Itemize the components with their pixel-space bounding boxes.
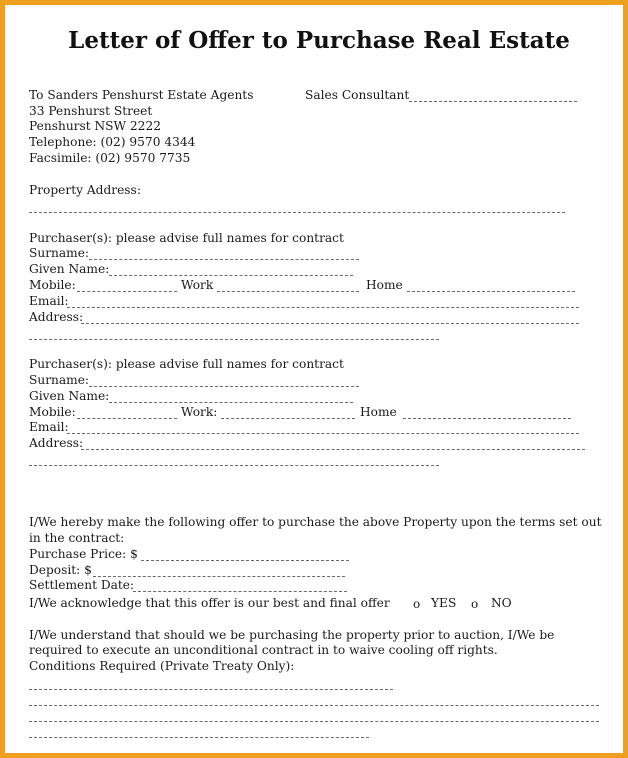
purchaser1-home-label: Home (366, 278, 403, 292)
purchaser2-given-label: Given Name: (29, 389, 110, 403)
agent-suburb: Penshurst NSW 2222 (29, 119, 161, 133)
purchaser2-heading: Purchaser(s): please advise full names for contract (29, 357, 344, 371)
purchaser2-address-label: Address: (29, 436, 84, 450)
deposit-field[interactable] (93, 576, 345, 577)
conditions-label: Conditions Required (Private Treaty Only): (29, 659, 295, 673)
no-option-label: NO (491, 596, 512, 610)
agent-to-line: To Sanders Penshurst Estate Agents (29, 88, 254, 102)
settlement-date-field[interactable] (133, 591, 347, 592)
agent-telephone: Telephone: (02) 9570 4344 (29, 135, 196, 149)
purchaser1-address-field-2[interactable] (29, 339, 439, 340)
purchaser1-email-field[interactable] (67, 307, 579, 308)
purchaser1-heading: Purchaser(s): please advise full names for contract (29, 231, 344, 245)
purchaser1-work-field[interactable] (217, 291, 359, 292)
purchaser2-work-field[interactable] (221, 418, 355, 419)
yes-radio-icon[interactable]: o (413, 597, 421, 611)
purchaser2-address-field[interactable] (81, 449, 585, 450)
no-radio-icon[interactable]: o (471, 597, 479, 611)
purchaser1-home-field[interactable] (407, 291, 575, 292)
document-title: Letter of Offer to Purchase Real Estate (68, 27, 570, 54)
deposit-label: Deposit: $ (29, 563, 92, 577)
purchaser1-address-label: Address: (29, 310, 84, 324)
sales-consultant-field[interactable] (409, 101, 577, 102)
purchaser1-given-label: Given Name: (29, 262, 110, 276)
agent-street: 33 Penshurst Street (29, 104, 153, 118)
purchaser2-email-label: Email: (29, 420, 69, 434)
purchaser1-surname-field[interactable] (89, 259, 359, 260)
best-final-offer-text: I/We acknowledge that this offer is our best and final offer (29, 596, 390, 610)
agent-facsimile: Facsimile: (02) 9570 7735 (29, 151, 191, 165)
conditions-field-1[interactable] (29, 689, 393, 690)
purchaser1-given-field[interactable] (109, 275, 353, 276)
yes-option-label: YES (431, 596, 457, 610)
purchaser1-work-label: Work (181, 278, 214, 292)
purchase-price-label: Purchase Price: $ (29, 547, 138, 561)
purchaser1-mobile-label: Mobile: (29, 278, 76, 292)
settlement-date-label: Settlement Date: (29, 578, 135, 592)
purchaser1-address-field[interactable] (81, 323, 579, 324)
purchaser1-mobile-field[interactable] (77, 291, 177, 292)
property-address-label: Property Address: (29, 183, 141, 197)
purchase-price-field[interactable] (141, 560, 349, 561)
purchaser2-home-label: Home (360, 405, 397, 419)
purchaser2-home-field[interactable] (403, 418, 571, 419)
auction-line-1: I/We understand that should we be purchasing the property prior to auction, I/We be (29, 628, 555, 642)
purchaser2-surname-label: Surname: (29, 373, 90, 387)
purchaser2-surname-field[interactable] (89, 386, 359, 387)
purchaser2-address-field-2[interactable] (29, 465, 439, 466)
purchaser1-email-label: Email: (29, 294, 69, 308)
auction-line-2: required to execute an unconditional contract in to waive cooling off rights. (29, 643, 498, 657)
purchaser2-mobile-label: Mobile: (29, 405, 76, 419)
purchaser2-given-field[interactable] (109, 402, 353, 403)
purchaser2-work-label: Work: (181, 405, 218, 419)
purchaser1-surname-label: Surname: (29, 246, 90, 260)
offer-line-1: I/We hereby make the following offer to purchase the above Property upon the terms set out (29, 515, 602, 529)
conditions-field-2[interactable] (29, 705, 599, 706)
sales-consultant-label: Sales Consultant (305, 88, 410, 102)
conditions-field-3[interactable] (29, 721, 599, 722)
conditions-field-4[interactable] (29, 737, 369, 738)
offer-line-2: in the contract: (29, 531, 125, 545)
property-address-field[interactable] (29, 212, 565, 213)
purchaser2-mobile-field[interactable] (77, 418, 177, 419)
purchaser2-email-field[interactable] (67, 433, 579, 434)
